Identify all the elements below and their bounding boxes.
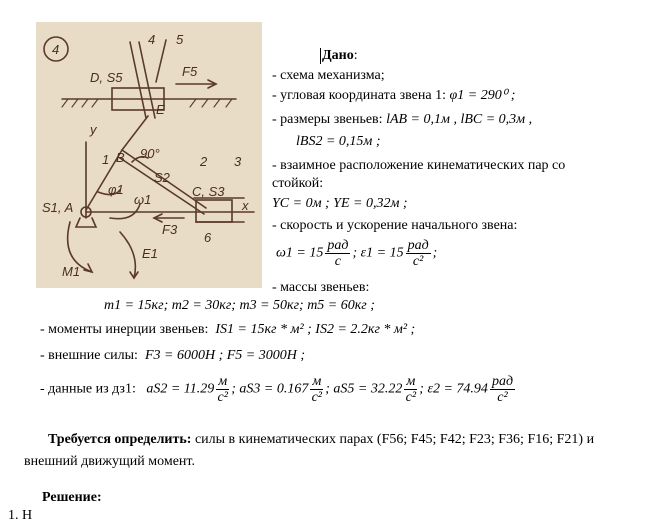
given-heading [322,48,358,64]
fig-label-4: 4 [148,32,156,47]
eps-fraction [406,238,431,269]
fig-label-5: 5 [176,32,184,47]
eps-num: рад [407,238,429,253]
fig-label-s2: S2 [154,170,170,185]
sizes-label: - размеры звеньев: [272,112,383,127]
forces-value: F3 = 6000H ; F5 = 3000H ; [144,348,305,363]
required-line [48,432,594,448]
eps-den: c² [412,254,424,269]
as2-den: c² [217,390,228,405]
fig-label-x: x [242,198,249,213]
given-line-lbs2 [296,134,381,150]
as3-fraction [310,374,323,405]
lbs2-value: lBS2 = 0,15м ; [296,134,381,149]
fig-label-m1: M1 [62,264,81,279]
fig-number: 4 [52,42,60,57]
fig-label-3: 3 [234,154,242,169]
fig-label-angle: 90° [140,146,160,161]
as2-lhs: aS2 = 11.29 [146,381,215,397]
as5-num: м [406,374,416,389]
eps2-num: рад [491,374,514,389]
fig-label-e: E [156,102,165,117]
mechanism-sketch [36,22,262,288]
given-line-omega-eps [276,238,437,269]
as2-fraction [216,374,229,405]
solution-label: Решение: [42,490,102,505]
as5-fraction [404,374,417,405]
given-line-angle [272,88,515,104]
fig-label-a: S1, A [42,200,74,215]
forces-label: - внешние силы: [40,348,138,363]
sizes-value: lAB = 0,1м , lBC = 0,3м , [386,112,533,127]
given-line-sizes [272,112,532,128]
as3-lhs: ; aS3 = 0.167 [231,381,309,397]
solution-start: 1. Н [8,508,33,523]
required-line-2: внешний движущий момент. [24,454,195,469]
given-line-inertia [40,322,415,338]
given-line-dz1 [40,374,517,405]
given-line-scheme: - схема механизма; [272,68,385,83]
given-line-position: - взаимное расположение кинематических пар со [272,158,566,173]
required-label: Требуется определить: [48,432,192,447]
angle-value: φ1 = 290⁰ ; [449,88,516,103]
fig-label-omega1: ω1 [134,192,152,207]
fig-label-d: D, S5 [90,70,123,85]
eps2-fraction [490,374,515,405]
inertia-label: - моменты инерции звеньев: [40,322,209,337]
fig-label-f5: F5 [182,64,198,79]
omega-fraction [325,238,350,269]
fig-label-eps1: E1 [142,246,158,261]
fig-label-b: B [116,150,125,165]
given-line-masses [104,298,375,314]
angle-label: - угловая координата звена 1: [272,88,446,103]
text-cursor [320,48,321,64]
coords-value: YC = 0м ; YE = 0,32м ; [272,196,408,211]
given-line-masses-label: - массы звеньев: [272,280,370,295]
as3-den: c² [311,390,322,405]
eps-lhs: ; ε1 = 15 [352,245,404,261]
mechanism-diagram [36,22,262,288]
eps2-den: c² [497,390,508,405]
eps-end: ; [432,245,438,261]
inertia-value: IS1 = 15кг * м² ; IS2 = 2.2кг * м² ; [215,322,416,337]
given-line-forces [40,348,305,364]
given-colon: : [353,48,358,63]
as5-lhs: ; aS5 = 32.22 [325,381,403,397]
as2-num: м [218,374,228,389]
fig-label-phi1: φ1 [108,182,124,197]
required-text: силы в кинематических парах (F56; F45; F42; F23; F36; F16; F21) и [194,432,595,447]
fig-label-c: C, S3 [192,184,225,199]
given-line-speed: - скорость и ускорение начального звена: [272,218,518,233]
eps2-lhs: ; ε2 = 74.94 [419,381,488,397]
as3-num: м [312,374,322,389]
fig-label-6: 6 [204,230,212,245]
fig-label-y: y [90,122,97,137]
masses-value: m1 = 15кг; m2 = 30кг; m3 = 50кг; m5 = 60кг ; [104,298,375,313]
fig-label-1: 1 [102,152,110,167]
omega-den: c [334,254,341,269]
given-line-stand: стойкой: [272,176,324,191]
given-title: Дано [322,48,354,63]
omega-num: рад [327,238,349,253]
dz1-label: - данные из дз1: [40,381,136,397]
given-line-coords [272,196,408,212]
as5-den: c² [405,390,417,405]
fig-label-f3: F3 [162,222,178,237]
fig-label-2: 2 [200,154,208,169]
omega-lhs: ω1 = 15 [276,245,324,261]
